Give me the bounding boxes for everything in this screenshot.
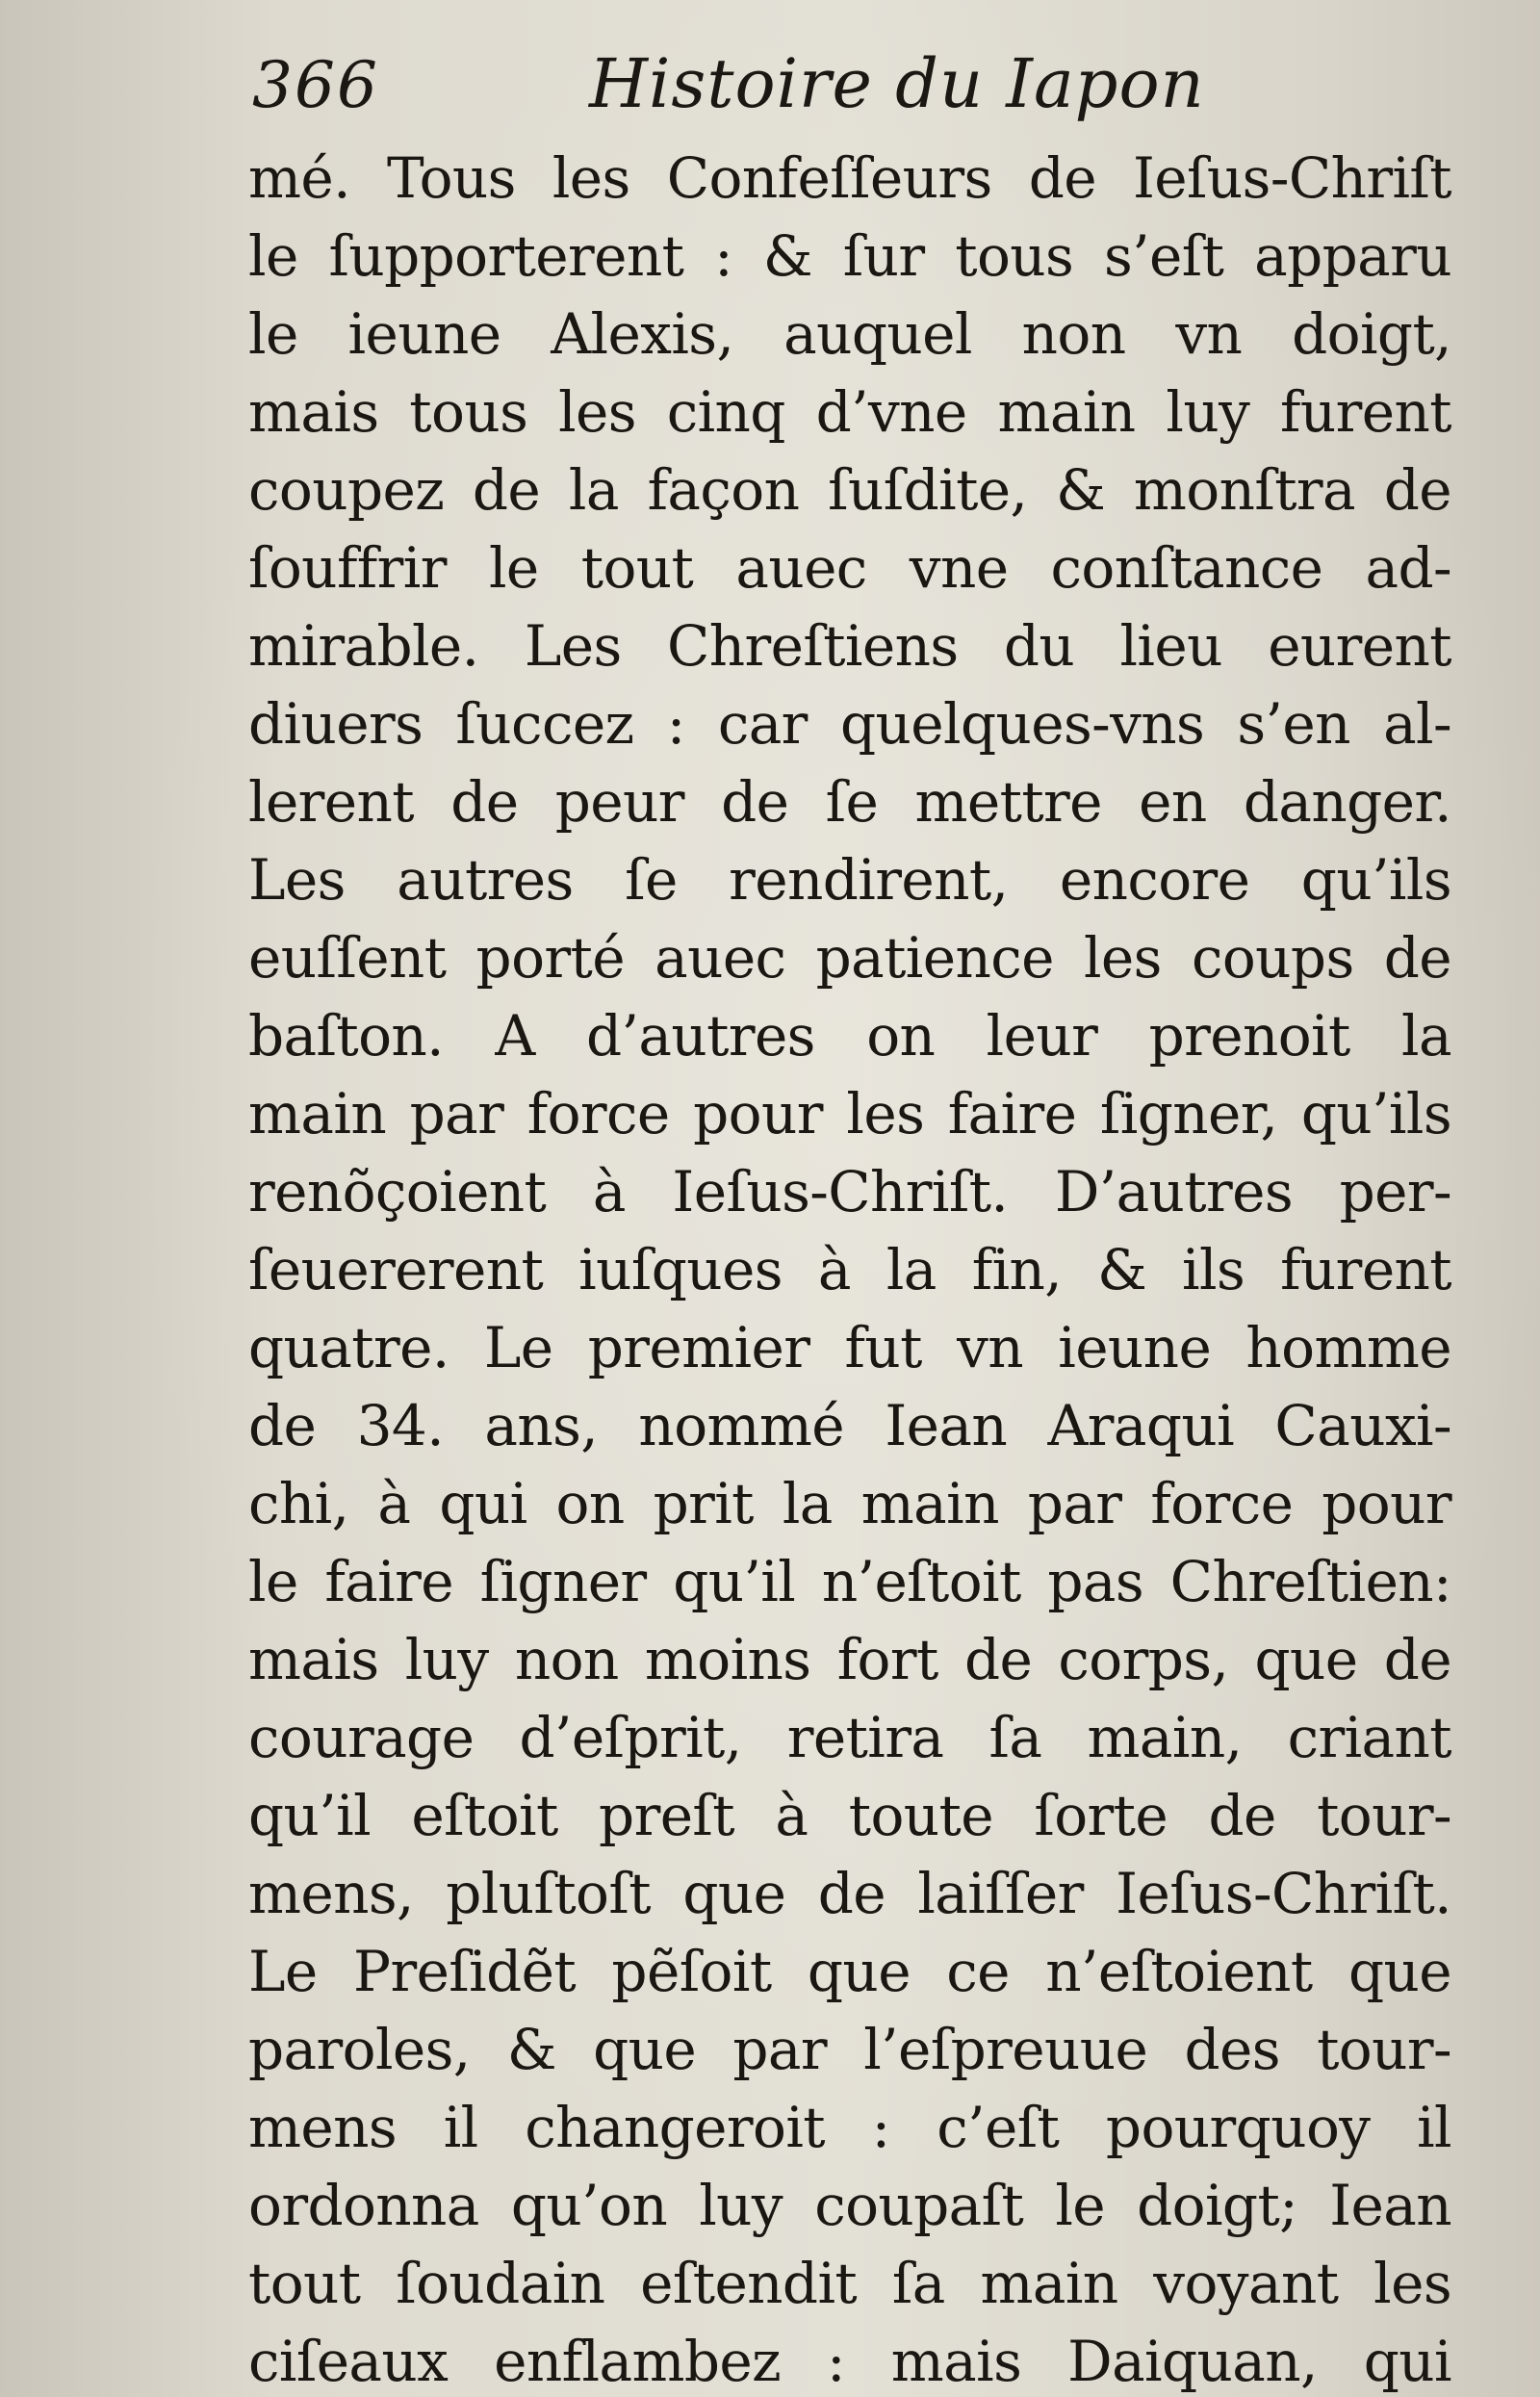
text-line: Les autres ſe rendirent, encore qu’ils bbox=[248, 847, 1451, 913]
text-line: le ieune Alexis, auquel non vn doigt, bbox=[248, 301, 1451, 367]
text-line: main par force pour les faire ſigner, qu’ils bbox=[248, 1081, 1451, 1147]
running-head bbox=[252, 40, 1455, 127]
text-line: ciſeaux enflambez : mais Daiquan, qui bbox=[248, 2329, 1451, 2394]
text-line: de 34. ans, nommé Iean Araqui Cauxi- bbox=[248, 1393, 1451, 1458]
text-line: tout ſoudain eſtendit ſa main voyant les bbox=[248, 2251, 1451, 2316]
text-line: ſouffrir le tout auec vne conſtance ad- bbox=[248, 535, 1451, 601]
text-line: mais tous les cinq d’vne main luy furent bbox=[248, 379, 1451, 445]
running-title: Histoire du Iapon bbox=[589, 44, 1205, 123]
text-line: ſeuererent iuſques à la fin, & ils furent bbox=[248, 1237, 1451, 1302]
text-line: renõçoient à Ieſus-Chriſt. D’autres per- bbox=[248, 1159, 1451, 1224]
text-line: quatre. Le premier fut vn ieune homme bbox=[248, 1315, 1451, 1380]
text-line: coupez de la façon ſuſdite, & monſtra de bbox=[248, 457, 1451, 523]
text-line: ordonna qu’on luy coupaſt le doigt; Iean bbox=[248, 2173, 1451, 2238]
text-line: lerent de peur de ſe mettre en danger. bbox=[248, 769, 1451, 835]
text-line: diuers ſuccez : car quelques-vns s’en al- bbox=[248, 691, 1451, 757]
text-line: mirable. Les Chreſtiens du lieu eurent bbox=[248, 613, 1451, 679]
text-line: le faire ſigner qu’il n’eſtoit pas Chreſtien: bbox=[248, 1549, 1451, 1614]
page-number: 366 bbox=[252, 48, 379, 122]
text-line: courage d’eſprit, retira ſa main, criant bbox=[248, 1705, 1451, 1770]
text-line: Le Preſidẽt pẽſoit que ce n’eſtoient que bbox=[248, 1939, 1451, 2004]
text-line: mais luy non moins fort de corps, que de bbox=[248, 1627, 1451, 1692]
text-line: mé. Tous les Confeſſeurs de Ieſus-Chriſt bbox=[248, 145, 1451, 211]
text-line: qu’il eſtoit preſt à toute ſorte de tour- bbox=[248, 1783, 1451, 1848]
text-line: le ſupporterent : & ſur tous s’eſt apparu bbox=[248, 223, 1451, 289]
text-line: mens, pluſtoſt que de laiſſer Ieſus-Chriſt. bbox=[248, 1861, 1451, 1926]
text-line: chi, à qui on prit la main par force pour bbox=[248, 1471, 1451, 1536]
text-line: paroles, & que par l’eſpreuue des tour- bbox=[248, 2017, 1451, 2082]
text-line: baſton. A d’autres on leur prenoit la bbox=[248, 1003, 1451, 1069]
text-line: mens il changeroit : c’eſt pourquoy il bbox=[248, 2095, 1451, 2160]
text-line: euſſent porté auec patience les coups de bbox=[248, 925, 1451, 991]
body-text bbox=[248, 140, 1451, 2397]
